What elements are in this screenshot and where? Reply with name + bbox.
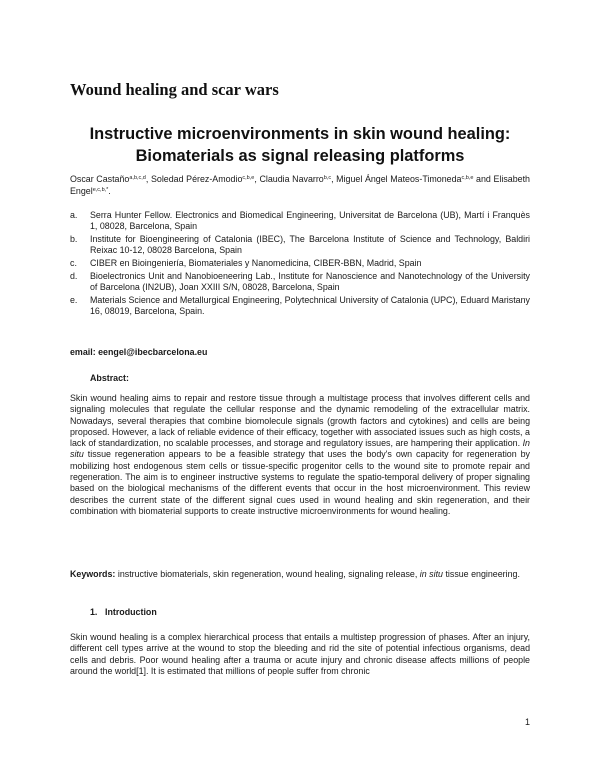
keywords-tail: tissue engineering. xyxy=(445,569,520,579)
affiliation-marker: d. xyxy=(70,270,78,281)
affiliation-item xyxy=(70,271,530,294)
author-name: Claudia Navarro xyxy=(259,174,324,184)
paper-title xyxy=(70,124,530,167)
affiliation-item xyxy=(70,234,530,257)
section-heading-introduction xyxy=(90,607,157,618)
author-affiliation-marks: b,c xyxy=(323,175,332,181)
keywords-label: Keywords: xyxy=(70,569,116,579)
keywords-text: instructive biomaterials, skin regeneration, wound healing, signaling release, xyxy=(117,569,418,579)
affiliation-item xyxy=(70,295,530,318)
journal-section-title: Wound healing and scar wars xyxy=(70,80,279,99)
affiliation-marker: c. xyxy=(70,258,77,269)
affiliation-marker: e. xyxy=(70,295,78,306)
affiliation-text: CIBER en Bioingeniería, Biomateriales y Nanomedicina, CIBER-BBN, Madrid, Spain xyxy=(90,258,422,269)
abstract-heading: Abstract: xyxy=(90,373,129,383)
author-affiliation-marks: e,c,b,* xyxy=(92,187,109,194)
author-name: Elisabeth Engel xyxy=(70,174,530,197)
affiliation-item xyxy=(70,258,530,269)
author-affiliation-marks: c,b,e xyxy=(461,175,474,181)
page-number: 1 xyxy=(524,717,530,727)
affiliation-text: Serra Hunter Fellow. Electronics and Biomedical Engineering, Universitat de Barcelona (UB), Martí i Franquès 1, 08028, Barcelona, Spain xyxy=(90,210,530,232)
affiliation-item xyxy=(70,210,530,233)
author-name: Oscar Castaño xyxy=(70,174,130,184)
keywords-paragraph xyxy=(70,569,530,580)
paper-title-line-1: Instructive microenvironments in skin wound healing: xyxy=(89,125,511,143)
affiliation-text: Institute for Bioengineering of Catalonia (IBEC), The Barcelona Institute of Science and Technology, Baldiri Reixac 10-12, 08028 Barcelona, Spain xyxy=(90,234,530,256)
abstract-text-part-1: Skin wound healing aims to repair and restore tissue through a multistage process that involves different cells and signaling molecules that regulate the cellular response and the dynamic remodeling of the extracellular matrix. Nowadays, several therapies that combine biomolecule signals (growth factors and cytokines) and cells are being proposed. However, a lack of reliable evidence of their efficacy, together with associated issues such as high costs, a lack of standardization, no scalable processes, and storage and regulatory issues, are hampering their application. xyxy=(70,393,530,449)
affiliation-marker: a. xyxy=(70,210,78,220)
affiliation-marker: b. xyxy=(70,234,78,245)
introduction-body: Skin wound healing is a complex hierarchical process that entails a multistep progression of phases. After an injury, different cell types arrive at the wound to stop the bleeding and rid the site of potential infectious organisms, dead cells and debris. Poor wound healing after a trauma or acute injury and chronic disease affects millions of people around the world[1]. It is estimated that millions of people suffer from chronic xyxy=(70,632,530,676)
author-affiliation-marks: c,b,e xyxy=(242,175,255,181)
corresponding-email: email: eengel@ibecbarcelona.eu xyxy=(70,347,208,357)
paper-title-line-2: Biomaterials as signal releasing platforms xyxy=(135,146,465,165)
keywords-italic-term: in situ xyxy=(419,569,443,579)
abstract-italic-term: In situ xyxy=(70,438,530,460)
abstract-text-part-2: tissue regeneration appears to be a feasible strategy that uses the body's own capacity for regeneration by mobilizing host endogenous stem cells or tissue-specific progenitor cells to the wound site to promote repair and regeneration. The aim is to engineer instructive systems to regulate the spatio-temporal delivery of proper signaling based on the biological mechanisms of the different events that occur in the host microenvironment. This review describes the current state of the different signal cues used in wound healing and skin regeneration, and their combination with biomaterial supports to create instructive microenvironments for wound healing. xyxy=(70,449,530,516)
section-title: Introduction xyxy=(105,607,157,617)
author-affiliation-marks: a,b,c,d xyxy=(129,175,146,181)
affiliation-text: Bioelectronics Unit and Nanobioeneering Lab., Institute for Nanoscience and Nanotechnology of the University of Barcelona (IN2UB), Joan XXIII S/N, 08028, Barcelona, Spain xyxy=(90,270,530,293)
section-number: 1. xyxy=(90,607,98,617)
affiliation-text: Materials Science and Metallurgical Engineering, Polytechnical University of Catalonia (UPC), Eduard Maristany 16, 08019, Barcelona, Spain. xyxy=(90,295,530,317)
author-conjunction: and xyxy=(476,174,491,184)
author-list: Oscar Castaño$^{a,b,c,d}$, Soledad Pérez-Amodio$^{c,b,e}$, Claudia Navarro$^{b,c}$, Miguel Ángel Mateos-Timoneda$^{c,b,e}$ and Elisabeth Engel$^{e,c,b,*}$. xyxy=(70,174,530,197)
author-name: Miguel Ángel Mateos-Timoneda xyxy=(336,174,462,184)
affiliation-list xyxy=(70,210,530,319)
abstract-body xyxy=(70,393,530,517)
author-name: Soledad Pérez-Amodio xyxy=(150,174,243,184)
